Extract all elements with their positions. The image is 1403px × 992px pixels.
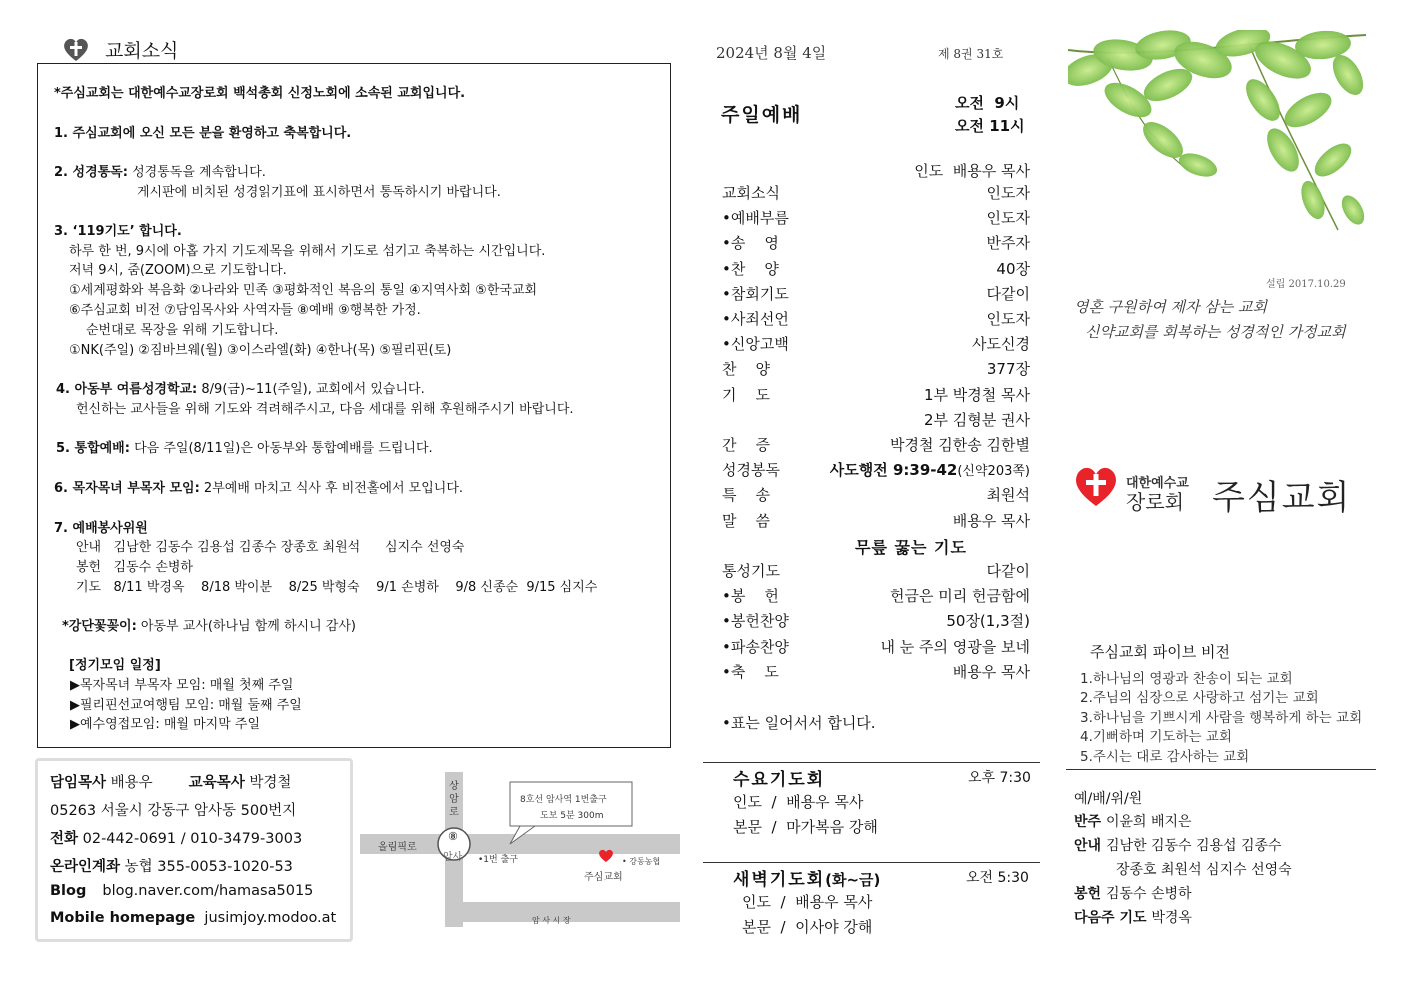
news-line [70,676,293,696]
order-value: 박경철 김한송 김한별 [890,436,1030,454]
news-line [54,124,351,144]
news-line [69,281,537,301]
church-map-label: 주심교회 [584,872,623,883]
vision-item: 4.기뻐하며 기도하는 교회 [1080,729,1232,746]
news-line [137,183,501,203]
order-item: •파송찬양 [722,637,789,656]
wed-title: 수요기도회 [733,770,826,790]
news-line [54,222,182,242]
news-line-label: 2. 성경통독: [54,165,128,180]
wed-leader: 인도 / 배용우 목사 [733,793,864,811]
order-value: 다같이 [986,284,1030,303]
news-line [76,400,574,420]
order-value: 배용우 목사 [952,662,1030,681]
news-line-text: 기도 8/11 박경옥 8/18 박이분 8/25 박형숙 9/1 손병하 9/8 신종순 9/15 심지수 [76,580,598,595]
news-box [37,63,671,748]
order-value-note: (신약203쪽) [957,464,1030,480]
news-line-text: ▶필리핀선교여행팀 모임: 매월 둘째 주일 [70,698,302,713]
divider [703,762,1040,763]
order-item: 통성기도 [722,562,780,580]
news-line [76,538,465,558]
news-line-text: 아동부 교사(하나님 함께 하시니 감사) [136,619,356,634]
order-item: •송 영 [722,234,779,253]
order-value: 인도자 [986,184,1030,202]
committee-label: 다음주 기도 [1074,910,1152,926]
news-line-text: 8/9(금)~11(주일), 교회에서 있습니다. [197,382,425,397]
pastor-name: 배용우 [110,775,153,791]
news-line [54,84,465,104]
news-line-text: ▶목자목녀 부목자 모임: 매월 첫째 주일 [70,678,294,693]
news-line-text: ⑥주심교회 비전 ⑦담임목사와 사역자들 ⑧예배 ⑨행복한 가정. [69,303,421,318]
news-heading: 교회소식 [105,40,179,62]
news-line [69,656,161,676]
news-line [86,321,278,341]
committee-label: 안내 [1074,838,1106,854]
order-item: 특 송 [722,486,771,505]
news-line [76,578,597,598]
news-line-text: 7. 예배봉사위원 [54,521,148,536]
committee-names: 김남한 김동수 김용섭 김종수 [1105,838,1282,854]
order-value: 최원석 [986,486,1030,505]
committee-names: 이윤희 배지은 [1105,814,1192,830]
dawn-title: 새벽기도회(화~금) [733,870,881,890]
news-line-text: 헌신하는 교사들을 위해 기도와 격려해주시고, 다음 세대를 위해 후원해주시기 바랍니다. [76,402,574,417]
dawn-leader: 인도 / 배용우 목사 [742,893,873,911]
address: 05263 서울시 강동구 암사동 500번지 [50,803,297,819]
order-value: 사도신경 [972,335,1030,354]
dawn-text: 본문 / 이사야 강해 [742,918,873,936]
committee-title: 예/배/위/원 [1074,791,1143,807]
news-line [69,341,451,361]
news-line-text: 순번대로 목장을 위해 기도합니다. [86,323,279,338]
vision-item: 2.주님의 심장으로 사랑하고 섬기는 교회 [1080,690,1319,707]
order-item: •사죄선언 [722,310,789,328]
committee-row [1074,883,1192,903]
news-line-text: 봉헌 김동수 손병하 [76,560,193,575]
news-line [69,301,421,321]
order-item: •참회기도 [722,284,789,303]
order-value: 50장(1,3절) [946,612,1030,631]
wed-time: 오후 7:30 [968,770,1031,786]
mobile-link[interactable]: jusimjoy.modoo.at [204,910,337,926]
news-line-text: ▶예수영접모임: 매월 마지막 주일 [70,717,261,732]
order-value: 반주자 [986,234,1030,253]
order-item: •신앙고백 [722,335,789,354]
blog-link[interactable]: blog.naver.com/hamasa5015 [102,883,314,899]
vision-item: 1.하나님의 영광과 찬송이 되는 교회 [1080,671,1293,687]
vision-title: 주심교회 파이브 비전 [1090,643,1230,661]
news-line-label: *강단꽃꽂이: [62,619,137,634]
vision-item: 5.주시는 대로 감사하는 교회 [1080,748,1250,765]
bulletin-volume: 제 8권 31호 [938,47,1004,61]
exit-label: •1번 출구 [478,855,518,865]
news-line-text: *주심교회는 대한예수교장로회 백석총회 신정노회에 소속된 교회입니다. [54,86,466,101]
news-line [70,715,260,735]
news-line-text: 2부예배 마치고 식사 후 비전홀에서 모입니다. [199,481,464,496]
divider [1066,769,1376,770]
order-value: 무릎 꿇는 기도 [855,537,967,557]
news-line-text: [정기모임 일정] [69,658,161,673]
account-label: 온라인계좌 [50,859,121,875]
news-line-text: 안내 김남한 김동수 김용섭 김종수 장종호 최원석 심지수 선영숙 [76,540,465,555]
worship-title: 주일예배 [721,104,803,126]
wed-text: 본문 / 마가복음 강해 [733,818,878,836]
committee-names: 장종호 최원석 심지수 선영숙 [1116,862,1292,878]
phone: 02-442-0691 / 010-3479-3003 [82,831,303,847]
phone-label: 전화 [50,831,79,847]
order-item: 기 도 [722,385,771,404]
news-line [54,519,148,539]
committee-row [1116,859,1292,879]
worship-time-2: 오전 11시 [955,117,1025,135]
news-line [76,558,193,578]
station-number: ⑧ [448,830,458,843]
order-item: 교회소식 [722,184,780,202]
order-item: •봉헌찬양 [722,612,789,631]
news-line [54,163,266,183]
order-item: 성경봉독 [722,461,780,480]
order-item: •축 도 [722,662,779,681]
order-value: 인도자 [986,209,1030,228]
divider [703,862,1040,863]
news-line [69,261,287,281]
committee-label: 반주 [1074,814,1106,830]
news-line-text: 하루 한 번, 9시에 아홉 가지 기도제목을 위해서 기도로 섬기고 축복하는 시간입니다. [69,244,546,259]
news-line-text: 3. ‘119기도’ 합니다. [54,224,182,239]
station-name: 암사 [443,852,463,863]
order-value: 헌금은 미리 헌금함에 [890,587,1030,606]
edu-label: 교육목사 [188,775,245,791]
founded-date: 설립 2017.10.29 [1266,279,1346,290]
worship-time-1: 오전 9시 [955,94,1020,112]
committee-label: 봉헌 [1074,886,1106,902]
committee-names: 박경옥 [1151,910,1192,926]
logo-church-name: 주심교회 [1212,478,1352,518]
news-line-label: 6. 목자목녀 부목자 모임: [54,481,200,496]
news-line-label: 4. 아동부 여름성경학교: [56,382,198,397]
order-value: 인도자 [986,310,1030,328]
committee-names: 김동수 손병하 [1105,886,1192,902]
order-item: •찬 양 [722,259,779,278]
news-line [56,380,425,400]
slogan-line1: 영혼 구원하여 제자 삼는 교회 [1074,298,1267,316]
news-line-text: 성경통독을 계속합니다. [127,165,266,180]
bank-label: • 강동농협 [622,857,661,866]
worship-order-list [720,182,1032,692]
news-line-label: 5. 통합예배: [56,441,130,456]
vision-item: 3.하나님을 기쁘시게 사람을 행복하게 하는 교회 [1080,709,1363,726]
dawn-time: 오전 5:30 [966,870,1029,886]
road-sangam: 상암로 [449,781,459,818]
order-value: 40장 [996,259,1030,278]
news-line [62,617,356,637]
market-label: 암 사 시 장 [532,916,571,925]
news-line-text: 1. 주심교회에 오신 모든 분을 환영하고 축복합니다. [54,126,352,141]
order-value: 1부 박경철 목사 [923,385,1030,404]
logo-small-2: 장로회 [1126,490,1184,514]
news-line [56,439,433,459]
order-value: 2부 김형분 권사 [923,410,1030,429]
logo-small-1: 대한예수교 [1126,476,1189,491]
order-item: 간 증 [722,436,771,454]
order-value: 배용우 목사 [952,511,1030,530]
news-line [54,479,463,499]
order-value: 377장 [986,360,1030,379]
stand-note: •표는 일어서서 합니다. [722,714,876,732]
worship-leader: 인도 배용우 목사 [914,162,1030,180]
blog-label: Blog [50,883,87,899]
contact-box [35,758,353,942]
news-line [70,696,302,716]
news-line-text: ①NK(주일) ②짐바브웨(월) ③이스라엘(화) ④한나(목) ⑤필리핀(토) [69,343,452,358]
committee-row [1074,835,1282,855]
order-value: 사도행전 9:39-42(신약203쪽) [829,461,1030,480]
order-value: 다같이 [986,562,1030,580]
slogan-line2: 신약교회를 회복하는 성경적인 가정교회 [1085,323,1346,341]
order-item: •봉 헌 [722,587,779,606]
order-item: 말 씀 [722,511,771,530]
committee-row [1074,907,1192,927]
pastor-label: 담임목사 [50,775,107,791]
callout-line1: 8호선 암사역 1번출구 [520,795,607,805]
news-line-text: 다음 주일(8/11일)은 아동부와 통합예배를 드립니다. [129,441,433,456]
location-map [360,772,680,934]
news-line-text: ①세계평화와 복음화 ②나라와 민족 ③평화적인 복음의 통일 ④지역사회 ⑤한국교회 [69,283,538,298]
bulletin-date: 2024년 8월 4일 [716,44,827,62]
order-item: •예배부름 [722,209,789,228]
leaf-image [1068,30,1368,235]
mobile-label: Mobile homepage [50,910,196,926]
church-logo-icon [1073,465,1119,511]
news-line [69,242,545,262]
callout-line2: 도보 5분 300m [540,811,604,821]
account: 농협 355-0053-1020-53 [124,859,293,875]
edu-name: 박경철 [249,775,292,791]
news-line-text: 게시판에 비치된 성경읽기표에 표시하면서 통독하시기 바랍니다. [137,185,501,200]
news-line-text: 저녁 9시, 줌(ZOOM)으로 기도합니다. [69,263,287,278]
committee-row [1074,811,1192,831]
road-olympic: 올림픽로 [378,842,417,853]
order-item: 찬 양 [722,360,771,379]
order-value: 내 눈 주의 영광을 보네 [880,637,1030,656]
